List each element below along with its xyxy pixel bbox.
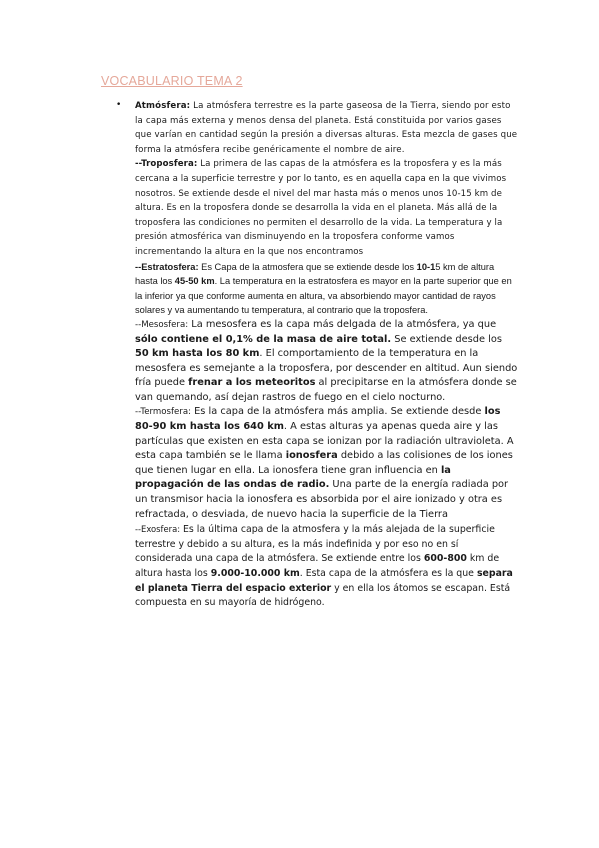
- definition-troposfera: La primera de las capas de la atmósfera es la troposfera y es la más cercana a la superficie terrestre y por lo tanto, es en aquella capa en la que vivimos nosotros. Se extiende desde el nivel del mar hasta más o menos unos 10-15 km de altura. Es en la troposfera donde se desarrolla la vida en el planeta. Más allá de la troposfera las condiciones no permiten el desarrollo de la vida. La temperatura y la presión atmosférica van disminuyendo en la troposfera conforme vamos incrementando la altura en la que nos encontramos: [135, 159, 507, 257]
- definition-exosfera-3: . Esta capa de la atmósfera es la que: [299, 568, 477, 579]
- paragraph-estratosfera: [135, 260, 518, 318]
- definition-termosfera-2: . A estas alturas ya apenas queda aire y las partículas que existen en esta capa se ionizan por la radiación ultravioleta. A esta capa también se le llama: [135, 421, 514, 462]
- highlight-estratosfera-1: 10-1: [416, 261, 436, 272]
- definition-exosfera-2: km de altura hasta los: [135, 553, 500, 579]
- definition-mesosfera-1: La mesosfera es la capa más delgada de la atmósfera, ya que: [188, 318, 497, 330]
- document-title: VOCABULARIO TEMA 2: [101, 74, 243, 88]
- term-atmosfera: Atmósfera:: [135, 101, 191, 111]
- paragraph-exosfera: [135, 522, 518, 611]
- highlight-exosfera-2: 9.000-10.000 km: [210, 568, 300, 579]
- highlight-mesosfera-2: 50 km hasta los 80 km: [135, 348, 260, 360]
- definition-exosfera-4: y en ella los átomos se escapan. Está compuesta en su mayoría de hidrógeno.: [135, 582, 511, 609]
- definition-termosfera-3: debido a las colisiones de los iones que tienen lugar en ella. La ionosfera tiene gran influencia en: [135, 450, 513, 476]
- term-troposfera: --Troposfera:: [135, 159, 198, 170]
- bullet-marker: •: [116, 100, 122, 110]
- vocabulary-content: [135, 99, 518, 611]
- term-termosfera: --Termosfera:: [135, 407, 191, 418]
- paragraph-troposfera: [135, 157, 518, 259]
- paragraph-atmosfera: [135, 99, 518, 157]
- definition-mesosfera-2: Se extiende desde los: [391, 333, 502, 345]
- highlight-estratosfera-2: 45-50 km: [174, 276, 215, 287]
- definition-termosfera-4: Una parte de la energía radiada por un transmisor hacia la ionosfera es absorbida por el aire ionizado y otra es refractada, o desviada, de nuevo hacia la superficie de la Tierra: [135, 479, 509, 520]
- paragraph-termosfera: [135, 405, 518, 522]
- highlight-termosfera-2: ionosfera: [285, 450, 338, 462]
- definition-estratosfera-2: 5 km de altura hasta los: [135, 261, 495, 287]
- definition-termosfera-1: Es la capa de la atmósfera más amplia. Se extiende desde: [190, 406, 485, 418]
- definition-atmosfera: La atmósfera terrestre es la parte gaseosa de la Tierra, siendo por esto la capa más externa y menos densa del planeta. Está constituida por varios gases que varían en cantidad según la presión a diversas alturas. Esta mezcla de gases que forma la atmósfera recibe genéricamente el nombre de aire.: [135, 101, 518, 155]
- highlight-exosfera-1: 600-800: [423, 553, 467, 565]
- term-mesosfera: --Mesosfera:: [135, 319, 189, 330]
- paragraph-mesosfera: [135, 318, 518, 406]
- term-exosfera: --Exosfera:: [135, 524, 181, 535]
- definition-estratosfera-1: Es Capa de la atmosfera que se extiende desde los: [198, 261, 417, 272]
- highlight-exosfera-3: separa el planeta Tierra del espacio exterior: [135, 568, 513, 594]
- highlight-mesosfera-3: frenar a los meteoritos: [188, 377, 316, 389]
- definition-mesosfera-4: al precipitarse en la atmósfera donde se van quemando, así dejan rastros de fuego en el cielo nocturno.: [135, 377, 517, 403]
- highlight-termosfera-3: la propagación de las ondas de radio.: [135, 464, 451, 491]
- highlight-mesosfera-1: sólo contiene el 0,1% de la masa de aire total.: [135, 333, 392, 345]
- highlight-termosfera-1: los 80-90 km hasta los 640 km: [135, 406, 501, 433]
- definition-exosfera-1: Es la última capa de la atmosfera y la más alejada de la superficie terrestre y debido a su altura, es la más indefinida y por eso no en sí considerada una capa de la atmósfera. Se extiende entre los: [135, 524, 495, 565]
- definition-estratosfera-3: . La temperatura en la estratosfera es mayor en la parte superior que en la inferior ya que conforme aumenta en altura, va absorbiendo mayor cantidad de rayos solares y va aumentando tu temperatura, al contrario que la troposfera.: [135, 276, 512, 316]
- definition-mesosfera-3: . El comportamiento de la temperatura en la mesosfera es semejante a la troposfera, por descender en altitud. Aun siendo fría puede: [135, 348, 518, 389]
- term-estratosfera: --Estratosfera:: [135, 261, 199, 272]
